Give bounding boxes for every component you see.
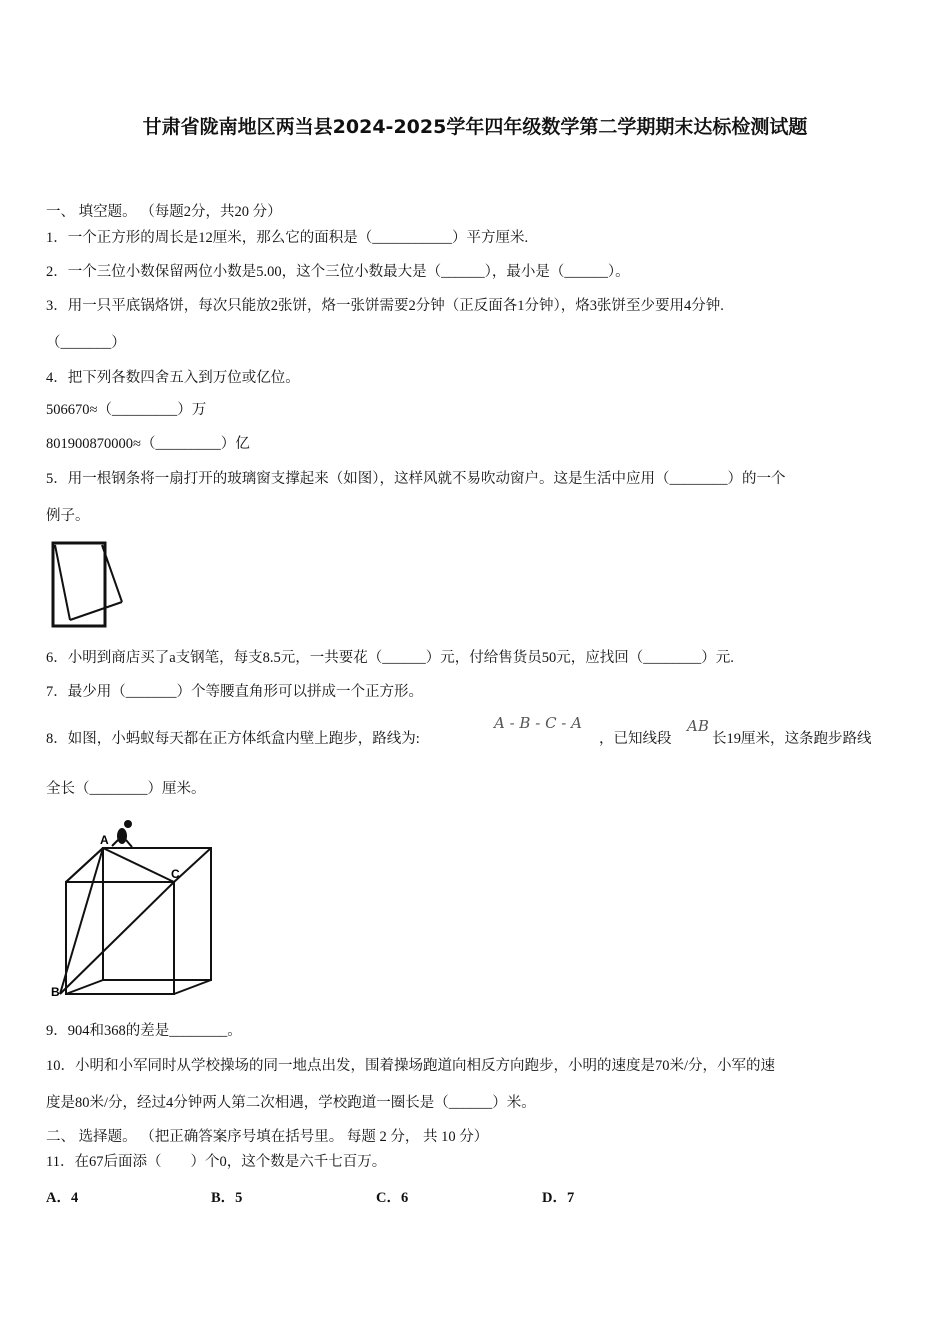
question-10: 10．小明和小军同时从学校操场的同一地点出发，围着操场跑道向相反方向跑步，小明的速度是70米/分，小军的速 [46,1058,776,1074]
question-9: 9．904和368的差是________。 [46,1023,242,1039]
cube-figure [48,814,223,1004]
question-4b: 801900870000≈（_________）亿 [46,436,250,452]
page-title: 甘肃省陇南地区两当县2024-2025学年四年级数学第二学期期末达标检测试题 [142,116,808,138]
option-d: D．7 [542,1190,575,1206]
cube-label-b: B [51,985,60,999]
question-5: 5．用一根钢条将一扇打开的玻璃窗支撑起来（如图），这样风就不易吹动窗户。这是生活中应用（________）的一个 [46,471,786,487]
question-2: 2．一个三位小数保留两位小数是5.00，这个三位小数最大是（______），最小是（______）。 [46,264,630,280]
question-4a: 506670≈（_________）万 [46,402,207,418]
option-a: A．4 [46,1190,79,1206]
window-figure [50,540,130,630]
question-5-continued: 例子。 [46,508,90,524]
section-2-header: 二、 选择题。 （把正确答案序号填在括号里。 每题 2 分， 共 10 分） [46,1129,489,1145]
question-6: 6．小明到商店买了a支钢笔，每支8.5元，一共要花（______）元，付给售货员50元，应找回（________）元. [46,650,734,666]
question-3: 3．用一只平底锅烙饼，每次只能放2张饼，烙一张饼需要2分钟（正反面各1分钟），烙3张饼至少要用4分钟. [46,298,724,314]
question-1: 1．一个正方形的周长是12厘米，那么它的面积是（___________）平方厘米. [46,230,529,246]
question-8-continued: 全长（________）厘米。 [46,781,206,797]
question-7: 7．最少用（_______）个等腰直角形可以拼成一个正方形。 [46,684,423,700]
question-10-continued: 度是80米/分，经过4分钟两人第二次相遇，学校跑道一圈长是（______）米。 [46,1095,536,1111]
cube-label-a: A [100,833,109,847]
question-8-segment: AB [687,717,709,735]
question-8-part1: 8．如图，小蚂蚁每天都在正方体纸盒内壁上跑步，路线为: [46,731,420,747]
option-b: B．5 [211,1190,243,1206]
question-4: 4．把下列各数四舍五入到万位或亿位。 [46,370,300,386]
cube-label-c: C [171,867,180,881]
question-11: 11．在67后面添（ ）个0，这个数是六千七百万。 [46,1154,387,1170]
question-3-blank: （_______） [46,335,126,351]
option-c: C．6 [376,1190,409,1206]
question-8-route: A - B - C - A [494,714,582,732]
section-1-header: 一、 填空题。 （每题2分，共20 分） [46,204,282,220]
question-8-part2: ，已知线段 [599,731,672,747]
question-8-part3: 长19厘米，这条跑步路线 [712,731,872,747]
